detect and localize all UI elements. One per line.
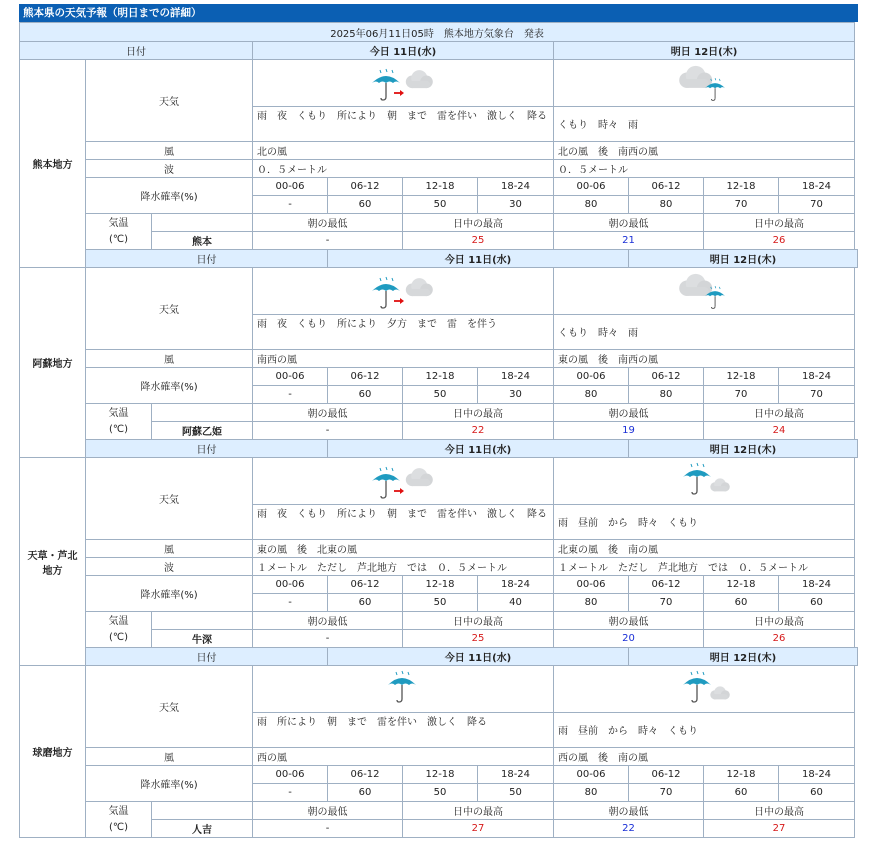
pop-period-tomorrow: 18-24: [779, 766, 855, 784]
temp-unit: (℃): [108, 233, 129, 245]
max-tomorrow: 26: [704, 232, 855, 250]
temp-header-row: [20, 612, 858, 630]
weather-label: 天気: [86, 666, 253, 748]
min-today: -: [253, 422, 403, 440]
pop-value-today: 40: [478, 594, 554, 612]
pop-period-tomorrow: 18-24: [779, 178, 855, 196]
region-name: 熊本地方: [20, 60, 86, 268]
pop-value-today: 50: [403, 386, 478, 404]
pop-value-tomorrow: 80: [629, 386, 704, 404]
temp-label-text: 気温: [108, 615, 129, 627]
max-tomorrow: 24: [704, 422, 855, 440]
pop-value-today: -: [253, 386, 328, 404]
temp-label: [86, 214, 152, 250]
pop-value-tomorrow: 60: [704, 784, 779, 802]
pop-period-today: 12-18: [403, 766, 478, 784]
pop-period-today: 12-18: [403, 368, 478, 386]
weather-text-tomorrow: 雨 昼前 から 時々 くもり: [554, 505, 855, 540]
pop-period-row: [20, 766, 858, 784]
weather-icon-today: [253, 666, 554, 713]
weather-icon-tomorrow: [554, 666, 855, 713]
cloud-icon: [710, 686, 730, 699]
cloud-icon: [406, 70, 433, 88]
day-header-row: [20, 648, 858, 666]
day-tomorrow: 明日 12日(木): [629, 440, 858, 458]
weather-text-today: 雨 夜 くもり 所により 朝 まで 雷を伴い 激しく 降る: [253, 107, 554, 142]
morning-min-label-tomorrow: 朝の最低: [554, 214, 704, 232]
day-max-label-today: 日中の最高: [403, 404, 554, 422]
min-tomorrow: 19: [554, 422, 704, 440]
pop-label: 降水確率(%): [86, 178, 253, 214]
morning-min-label-today: 朝の最低: [253, 214, 403, 232]
pop-value-tomorrow: 80: [554, 784, 629, 802]
weather-label: 天気: [86, 458, 253, 540]
wind-label: 風: [86, 748, 253, 766]
day-tomorrow: 明日 12日(木): [629, 250, 858, 268]
wave-today: １メートル ただし 芦北地方 では ０．５メートル: [253, 558, 554, 576]
station-name: 熊本: [152, 232, 253, 250]
pop-period-tomorrow: 06-12: [629, 576, 704, 594]
max-today: 25: [403, 232, 554, 250]
wave-row: [20, 160, 858, 178]
wave-row: [20, 558, 858, 576]
day-max-label-today: 日中の最高: [403, 214, 554, 232]
pop-value-tomorrow: 60: [779, 784, 855, 802]
cloud-icon: [679, 66, 712, 88]
pop-period-today: 00-06: [253, 368, 328, 386]
weather-icon-rain-then-cloud: [368, 271, 438, 311]
weather-text-today: 雨 夜 くもり 所により 夕方 まで 雷 を伴う: [253, 315, 554, 350]
region-name: 阿蘇地方: [20, 268, 86, 458]
morning-min-label-today: 朝の最低: [253, 612, 403, 630]
wind-today: 南西の風: [253, 350, 554, 368]
umbrella-icon: [372, 277, 400, 308]
pop-value-tomorrow: 80: [554, 386, 629, 404]
temp-label: [86, 612, 152, 648]
pop-value-tomorrow: 70: [629, 594, 704, 612]
pop-value-today: 30: [478, 196, 554, 214]
temp-unit: (℃): [108, 821, 129, 833]
station-name: 人吉: [152, 820, 253, 838]
pop-value-today: 50: [478, 784, 554, 802]
pop-label: 降水確率(%): [86, 766, 253, 802]
temp-blank: [152, 404, 253, 422]
weather-icon-cloud-sometimes-rain: [669, 63, 739, 103]
morning-min-label-tomorrow: 朝の最低: [554, 404, 704, 422]
date-label: 日付: [86, 250, 328, 268]
pop-value-tomorrow: 70: [629, 784, 704, 802]
region-name: 球磨地方: [20, 666, 86, 838]
temp-blank: [152, 214, 253, 232]
wind-today: 西の風: [253, 748, 554, 766]
issued-info: 2025年06月11日05時 熊本地方気象台 発表: [20, 23, 855, 42]
min-tomorrow: 20: [554, 630, 704, 648]
pop-value-tomorrow: 70: [779, 386, 855, 404]
arrow-right-icon: [394, 488, 404, 494]
pop-value-today: 60: [328, 196, 403, 214]
temp-blank: [152, 802, 253, 820]
cloud-icon: [710, 478, 730, 491]
pop-value-tomorrow: 60: [704, 594, 779, 612]
weather-icon-row: [20, 60, 858, 107]
pop-period-today: 18-24: [478, 368, 554, 386]
arrow-right-icon: [394, 298, 404, 304]
temp-header-row: [20, 214, 858, 232]
pop-period-row: [20, 576, 858, 594]
temp-unit: (℃): [108, 423, 129, 435]
pop-period-tomorrow: 18-24: [779, 576, 855, 594]
wind-today: 北の風: [253, 142, 554, 160]
weather-text-today: 雨 夜 くもり 所により 朝 まで 雷を伴い 激しく 降る: [253, 505, 554, 540]
pop-period-today: 18-24: [478, 178, 554, 196]
min-today: -: [253, 820, 403, 838]
weather-icon-row: [20, 666, 858, 713]
wave-today: ０．５メートル: [253, 160, 554, 178]
weather-text-tomorrow: くもり 時々 雨: [554, 315, 855, 350]
pop-period-tomorrow: 00-06: [554, 766, 629, 784]
wave-label: 波: [86, 160, 253, 178]
forecast-table: [19, 22, 858, 838]
temp-label-text: 気温: [108, 217, 129, 229]
pop-value-today: 60: [328, 784, 403, 802]
weather-icon-today: [253, 60, 554, 107]
wind-label: 風: [86, 540, 253, 558]
temp-label-text: 気温: [108, 805, 129, 817]
pop-period-tomorrow: 06-12: [629, 368, 704, 386]
day-header-row: [20, 440, 858, 458]
temp-blank: [152, 612, 253, 630]
wind-label: 風: [86, 142, 253, 160]
temp-label: [86, 802, 152, 838]
temp-header-row: [20, 404, 858, 422]
pop-period-today: 06-12: [328, 766, 403, 784]
umbrella-icon: [372, 467, 400, 498]
umbrella-icon: [372, 69, 400, 100]
weather-icon-rain-sometimes-cloud: [669, 669, 739, 709]
day-today: 今日 11日(水): [328, 250, 629, 268]
day-max-label-tomorrow: 日中の最高: [704, 404, 855, 422]
day-max-label-tomorrow: 日中の最高: [704, 802, 855, 820]
pop-period-today: 18-24: [478, 766, 554, 784]
day-header-row: [20, 250, 858, 268]
pop-period-today: 00-06: [253, 178, 328, 196]
pop-period-today: 18-24: [478, 576, 554, 594]
pop-value-today: 50: [403, 784, 478, 802]
temp-header-row: [20, 802, 858, 820]
weather-icon-rain-then-cloud: [368, 63, 438, 103]
max-tomorrow: 26: [704, 630, 855, 648]
pop-value-tomorrow: 70: [704, 196, 779, 214]
pop-value-tomorrow: 80: [554, 594, 629, 612]
date-label: 日付: [86, 648, 328, 666]
date-label: 日付: [20, 42, 253, 60]
weather-icon-rain: [368, 669, 438, 709]
weather-icon-rain-then-cloud: [368, 461, 438, 501]
wind-tomorrow: 東の風 後 南西の風: [554, 350, 855, 368]
pop-period-today: 00-06: [253, 576, 328, 594]
weather-label: 天気: [86, 60, 253, 142]
pop-value-today: 30: [478, 386, 554, 404]
arrow-right-icon: [394, 90, 404, 96]
min-tomorrow: 21: [554, 232, 704, 250]
pop-period-tomorrow: 12-18: [704, 368, 779, 386]
wind-row: [20, 540, 858, 558]
weather-icon-row: [20, 268, 858, 315]
wind-tomorrow: 西の風 後 南の風: [554, 748, 855, 766]
weather-icon-cloud-sometimes-rain: [669, 271, 739, 311]
weather-icon-today: [253, 458, 554, 505]
pop-period-today: 06-12: [328, 576, 403, 594]
pop-period-tomorrow: 00-06: [554, 368, 629, 386]
umbrella-icon: [683, 463, 711, 494]
pop-period-tomorrow: 00-06: [554, 178, 629, 196]
day-tomorrow: 明日 12日(木): [554, 42, 855, 60]
min-tomorrow: 22: [554, 820, 704, 838]
umbrella-icon: [388, 671, 416, 702]
wave-tomorrow: １メートル ただし 芦北地方 では ０．５メートル: [554, 558, 855, 576]
weather-icon-tomorrow: [554, 60, 855, 107]
weather-icon-tomorrow: [554, 458, 855, 505]
station-name: 牛深: [152, 630, 253, 648]
pop-period-tomorrow: 12-18: [704, 178, 779, 196]
pop-period-today: 06-12: [328, 368, 403, 386]
pop-period-today: 00-06: [253, 766, 328, 784]
weather-label: 天気: [86, 268, 253, 350]
pop-value-today: -: [253, 594, 328, 612]
temp-label: [86, 404, 152, 440]
pop-value-tomorrow: 70: [704, 386, 779, 404]
pop-value-today: 60: [328, 386, 403, 404]
pop-period-today: 12-18: [403, 178, 478, 196]
day-today: 今日 11日(水): [328, 440, 629, 458]
pop-value-today: 50: [403, 594, 478, 612]
date-label: 日付: [86, 440, 328, 458]
wind-today: 東の風 後 北東の風: [253, 540, 554, 558]
pop-period-tomorrow: 00-06: [554, 576, 629, 594]
morning-min-label-tomorrow: 朝の最低: [554, 612, 704, 630]
morning-min-label-today: 朝の最低: [253, 802, 403, 820]
weather-text-today: 雨 所により 朝 まで 雷を伴い 激しく 降る: [253, 713, 554, 748]
day-max-label-today: 日中の最高: [403, 802, 554, 820]
page-title: 熊本県の天気予報（明日までの詳細）: [19, 4, 858, 22]
weather-icon-rain-sometimes-cloud: [669, 461, 739, 501]
day-max-label-today: 日中の最高: [403, 612, 554, 630]
max-tomorrow: 27: [704, 820, 855, 838]
umbrella-icon: [683, 671, 711, 702]
weather-icon-tomorrow: [554, 268, 855, 315]
pop-value-tomorrow: 80: [629, 196, 704, 214]
wind-tomorrow: 北の風 後 南西の風: [554, 142, 855, 160]
region-name: 天草・芦北地方: [20, 458, 86, 666]
wind-tomorrow: 北東の風 後 南の風: [554, 540, 855, 558]
day-max-label-tomorrow: 日中の最高: [704, 612, 855, 630]
max-today: 27: [403, 820, 554, 838]
pop-label: 降水確率(%): [86, 576, 253, 612]
pop-period-today: 12-18: [403, 576, 478, 594]
weather-text-tomorrow: 雨 昼前 から 時々 くもり: [554, 713, 855, 748]
pop-period-row: [20, 368, 858, 386]
pop-period-row: [20, 178, 858, 196]
pop-value-today: -: [253, 196, 328, 214]
pop-period-today: 06-12: [328, 178, 403, 196]
day-header-row: [20, 42, 858, 60]
day-max-label-tomorrow: 日中の最高: [704, 214, 855, 232]
temp-label-text: 気温: [108, 407, 129, 419]
day-tomorrow: 明日 12日(木): [629, 648, 858, 666]
min-today: -: [253, 630, 403, 648]
wind-row: [20, 350, 858, 368]
pop-value-tomorrow: 60: [779, 594, 855, 612]
wind-row: [20, 748, 858, 766]
cloud-icon: [406, 468, 433, 486]
pop-value-today: 60: [328, 594, 403, 612]
pop-label: 降水確率(%): [86, 368, 253, 404]
pop-period-tomorrow: 06-12: [629, 766, 704, 784]
cloud-icon: [679, 274, 712, 296]
wave-tomorrow: ０．５メートル: [554, 160, 855, 178]
wave-label: 波: [86, 558, 253, 576]
day-today: 今日 11日(水): [328, 648, 629, 666]
wind-row: [20, 142, 858, 160]
weather-text-tomorrow: くもり 時々 雨: [554, 107, 855, 142]
pop-value-tomorrow: 70: [779, 196, 855, 214]
morning-min-label-tomorrow: 朝の最低: [554, 802, 704, 820]
max-today: 22: [403, 422, 554, 440]
pop-value-today: -: [253, 784, 328, 802]
weather-icon-row: [20, 458, 858, 505]
station-name: 阿蘇乙姫: [152, 422, 253, 440]
pop-period-tomorrow: 18-24: [779, 368, 855, 386]
pop-period-tomorrow: 12-18: [704, 766, 779, 784]
pop-value-today: 50: [403, 196, 478, 214]
pop-period-tomorrow: 06-12: [629, 178, 704, 196]
wind-label: 風: [86, 350, 253, 368]
min-today: -: [253, 232, 403, 250]
pop-value-tomorrow: 80: [554, 196, 629, 214]
max-today: 25: [403, 630, 554, 648]
weather-icon-today: [253, 268, 554, 315]
pop-period-tomorrow: 12-18: [704, 576, 779, 594]
morning-min-label-today: 朝の最低: [253, 404, 403, 422]
temp-unit: (℃): [108, 631, 129, 643]
cloud-icon: [406, 278, 433, 296]
day-today: 今日 11日(水): [253, 42, 554, 60]
